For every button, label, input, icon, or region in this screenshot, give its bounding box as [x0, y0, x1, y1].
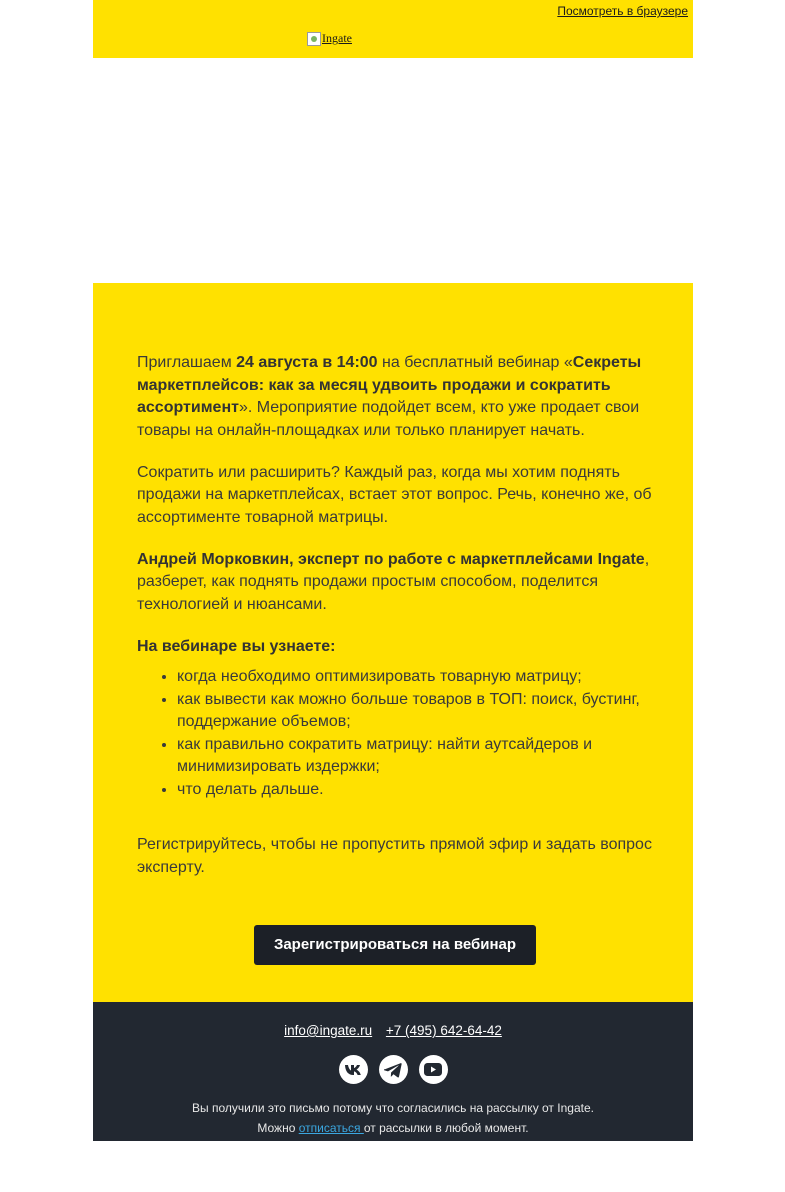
register-webinar-button[interactable]: Зарегистрироваться на вебинар	[254, 925, 536, 965]
context-paragraph: Сократить или расширить? Каждый раз, когда мы хотим поднять продажи на маркетплейсах, встает этот вопрос. Речь, конечно же, об ассортименте товарной матрицы.	[137, 463, 652, 526]
speaker-name: Андрей Морковкин, эксперт по работе с маркетплейсами Ingate	[137, 550, 645, 568]
webinar-date: 24 августа в 14:00	[236, 354, 378, 371]
cta-wrapper	[137, 925, 653, 965]
unsubscribe-link[interactable]: отписаться	[298, 1121, 364, 1135]
logo-alt-text: Ingate	[322, 31, 352, 45]
intro-paragraph	[137, 352, 653, 442]
list-title	[137, 636, 653, 659]
social-links	[93, 1055, 693, 1084]
youtube-icon[interactable]	[419, 1055, 448, 1084]
speaker-paragraph	[137, 549, 653, 617]
email-header	[93, 0, 693, 58]
legal-prefix: Можно	[257, 1121, 299, 1135]
ingate-logo[interactable]	[307, 31, 352, 46]
email-footer	[93, 1002, 693, 1141]
list-item: • когда необходимо оптимизировать товарную матрицу;	[177, 666, 653, 689]
vk-icon[interactable]	[339, 1055, 368, 1084]
list-title-text: На вебинаре вы узнаете:	[137, 637, 336, 655]
phone-link[interactable]: +7 (495) 642-64-42	[385, 1023, 502, 1038]
legal-line	[93, 1118, 693, 1138]
intro-text: на бесплатный вебинар «	[377, 354, 573, 371]
legal-text	[93, 1098, 693, 1138]
closing-paragraph: Регистрируйтесь, чтобы не пропустить прямой эфир и задать вопрос эксперту.	[137, 836, 652, 876]
email-link[interactable]: info@ingate.ru	[284, 1023, 373, 1038]
topics-list	[137, 666, 653, 801]
intro-text: Приглашаем	[137, 354, 237, 371]
telegram-icon[interactable]	[379, 1055, 408, 1084]
banner-image-area	[93, 58, 693, 283]
list-item: • как правильно сократить матрицу: найти аутсайдеров и минимизировать издержки;	[177, 734, 653, 779]
list-item: • как вывести как можно больше товаров в ТОП: поиск, бустинг, поддержание объемов;	[177, 689, 653, 734]
legal-suffix: от рассылки в любой момент.	[363, 1121, 529, 1135]
webinar-title: Секреты маркетплейсов: как за месяц удвоить продажи и сократить ассортимент	[137, 354, 642, 416]
footer-contacts	[93, 1002, 693, 1038]
speaker-text: , разберет, как поднять продажи простым способом, поделится технологией и нюансами.	[137, 550, 650, 613]
legal-line: Вы получили это письмо потому что согласились на рассылку от Ingate.	[192, 1101, 594, 1115]
broken-image-icon	[307, 32, 321, 46]
intro-text: ». Мероприятие подойдет всем, кто уже продает свои товары на онлайн-площадках или только планирует начать.	[137, 399, 640, 439]
list-item: • что делать дальше.	[177, 779, 653, 802]
email-body	[93, 283, 693, 1002]
view-in-browser-link[interactable]: Посмотреть в браузере	[557, 4, 688, 18]
email-container	[93, 0, 693, 1141]
